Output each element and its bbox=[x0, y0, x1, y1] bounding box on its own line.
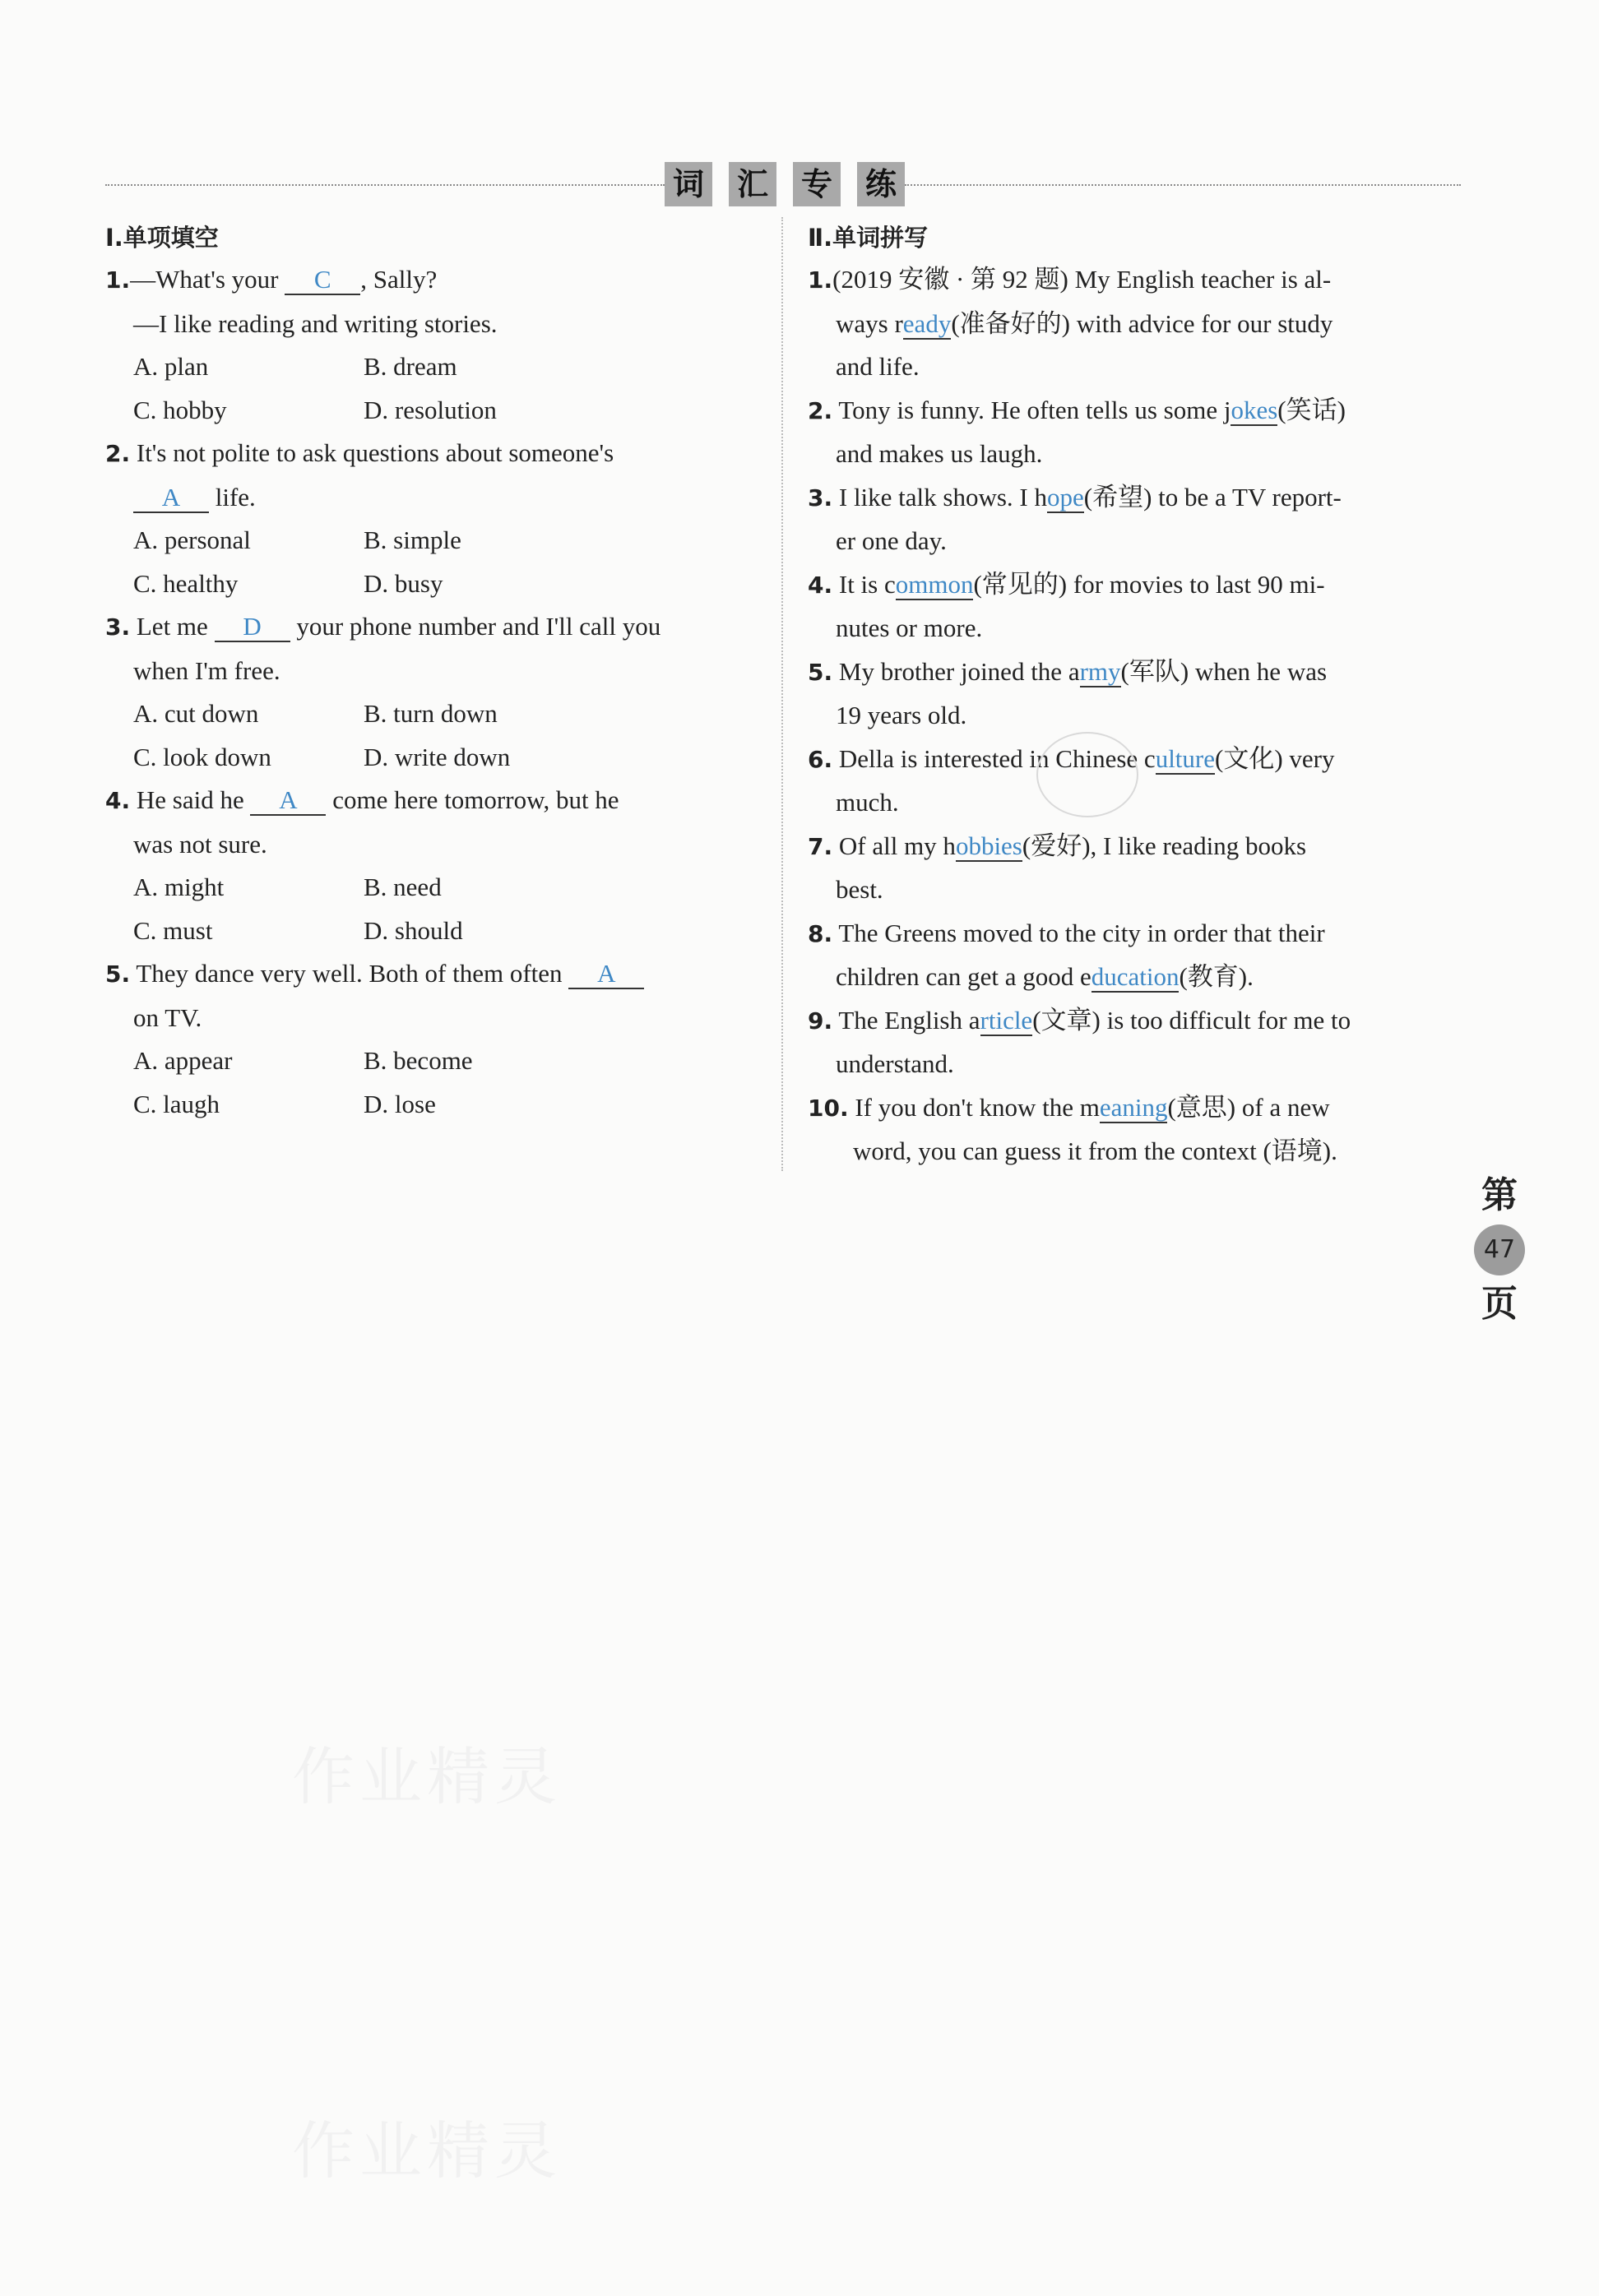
option-b: B. need bbox=[364, 873, 442, 901]
header-char: 词 bbox=[665, 162, 712, 206]
column-divider bbox=[781, 217, 783, 1171]
spelling-5 bbox=[808, 650, 1464, 738]
question-5 bbox=[105, 952, 755, 1126]
question-text: —What's your bbox=[130, 265, 285, 294]
question-number: 7. bbox=[808, 832, 833, 860]
question-number: 1. bbox=[808, 266, 833, 294]
question-number: 9. bbox=[808, 1007, 833, 1035]
filled-word: eaning bbox=[1099, 1092, 1168, 1122]
question-number: 5. bbox=[808, 658, 833, 686]
option-c: C. healthy bbox=[133, 568, 239, 598]
spelling-2 bbox=[808, 389, 1464, 476]
question-2 bbox=[105, 432, 755, 605]
question-number: 2. bbox=[808, 396, 833, 424]
option-a: A. personal bbox=[133, 525, 251, 554]
question-text: nutes or more. bbox=[836, 613, 983, 642]
option-c: C. hobby bbox=[133, 395, 227, 424]
option-a: A. cut down bbox=[133, 699, 259, 728]
stamp-mark bbox=[1036, 732, 1138, 817]
spelling-7 bbox=[808, 825, 1464, 912]
filled-word: obbies bbox=[955, 831, 1022, 860]
question-text: (笑话) bbox=[1277, 395, 1346, 424]
question-1 bbox=[105, 258, 755, 432]
question-text: er one day. bbox=[836, 526, 947, 555]
question-text: Tony is funny. He often tells us some j bbox=[838, 395, 1231, 424]
option-b: B. dream bbox=[364, 352, 457, 381]
question-number: 4. bbox=[808, 571, 833, 599]
filled-word: rmy bbox=[1079, 656, 1121, 686]
spelling-1 bbox=[808, 258, 1464, 389]
question-text: The English a bbox=[838, 1005, 980, 1035]
question-text: word, you can guess it from the context (语境). bbox=[853, 1136, 1337, 1165]
question-text: If you don't know the m bbox=[855, 1092, 1100, 1122]
filled-word: ulture bbox=[1155, 743, 1215, 773]
question-text: children can get a good e bbox=[836, 962, 1091, 991]
question-number: 6. bbox=[808, 745, 833, 773]
question-number: 3. bbox=[808, 484, 833, 512]
question-text: , Sally? bbox=[360, 265, 438, 294]
page-number-tab bbox=[1471, 1172, 1528, 1328]
question-text: Let me bbox=[136, 612, 215, 641]
answer-blank: A bbox=[250, 786, 326, 816]
page-number: 47 bbox=[1474, 1224, 1525, 1275]
header-char: 汇 bbox=[729, 162, 776, 206]
question-number: 5. bbox=[105, 961, 131, 988]
option-d: D. busy bbox=[364, 568, 443, 598]
question-text: (军队) when he was bbox=[1120, 656, 1328, 686]
question-text: your phone number and I'll call you bbox=[290, 612, 661, 641]
option-d: D. resolution bbox=[364, 395, 497, 424]
question-text: was not sure. bbox=[133, 829, 267, 859]
spelling-9 bbox=[808, 999, 1464, 1086]
watermark: 作业精灵 bbox=[292, 2114, 562, 2187]
question-text: Of all my h bbox=[838, 831, 956, 860]
header-char: 专 bbox=[793, 162, 841, 206]
answer-blank: D bbox=[215, 613, 290, 642]
question-4 bbox=[105, 779, 755, 952]
question-text: when I'm free. bbox=[133, 655, 280, 685]
question-text: He said he bbox=[136, 785, 251, 814]
question-3 bbox=[105, 605, 755, 779]
option-b: B. become bbox=[364, 1046, 473, 1075]
option-a: A. might bbox=[133, 873, 225, 901]
filled-word: ommon bbox=[895, 569, 974, 599]
question-text: ways r bbox=[836, 308, 903, 338]
spelling-4 bbox=[808, 563, 1464, 650]
question-text: I like talk shows. I h bbox=[838, 482, 1048, 512]
question-text: much. bbox=[836, 788, 899, 817]
page-suffix: 页 bbox=[1481, 1283, 1518, 1325]
question-text: It's not polite to ask questions about someone's bbox=[136, 438, 614, 467]
question-number: 1. bbox=[105, 266, 131, 294]
filled-word: ope bbox=[1047, 482, 1084, 512]
option-b: B. simple bbox=[364, 525, 461, 554]
option-a: A. appear bbox=[133, 1046, 233, 1075]
option-d: D. should bbox=[364, 915, 463, 945]
spelling-8 bbox=[808, 912, 1464, 999]
question-number: 4. bbox=[105, 787, 131, 814]
part2-title: Ⅱ.单词拼写 bbox=[808, 224, 929, 252]
question-number: 3. bbox=[105, 613, 131, 641]
question-text: Della is interested in Chinese c bbox=[838, 743, 1156, 773]
option-a: A. plan bbox=[133, 352, 209, 381]
option-c: C. laugh bbox=[133, 1089, 220, 1118]
question-text: best. bbox=[836, 875, 883, 904]
question-text: (希望) to be a TV report- bbox=[1083, 482, 1342, 512]
option-b: B. turn down bbox=[364, 699, 498, 728]
watermark: 作业精灵 bbox=[292, 1740, 562, 1813]
question-text: (文化) very bbox=[1215, 743, 1335, 773]
option-d: D. write down bbox=[364, 742, 511, 771]
part2-word-spelling bbox=[808, 217, 1464, 1173]
header-char: 练 bbox=[857, 162, 905, 206]
question-text: (文章) is too difficult for me to bbox=[1032, 1005, 1351, 1035]
option-c: C. look down bbox=[133, 742, 271, 771]
question-text: life. bbox=[209, 482, 256, 512]
question-text: The Greens moved to the city in order that their bbox=[838, 918, 1325, 947]
part1-multiple-choice bbox=[105, 217, 755, 1126]
option-c: C. must bbox=[133, 915, 213, 945]
question-text: (意思) of a new bbox=[1167, 1092, 1330, 1122]
question-text: and makes us laugh. bbox=[836, 439, 1043, 468]
filled-word: ducation bbox=[1091, 962, 1180, 991]
filled-word: eady bbox=[902, 308, 952, 338]
question-text: My brother joined the a bbox=[838, 656, 1080, 686]
header-rule-left bbox=[105, 184, 665, 186]
spelling-10 bbox=[808, 1086, 1464, 1173]
spelling-3 bbox=[808, 476, 1464, 563]
page-prefix: 第 bbox=[1481, 1174, 1518, 1216]
question-text: 19 years old. bbox=[836, 701, 967, 729]
header-rule-right bbox=[905, 184, 1461, 186]
question-text: It is c bbox=[838, 569, 896, 599]
section-header bbox=[665, 162, 905, 206]
question-text: (教育). bbox=[1179, 962, 1254, 991]
filled-word: rticle bbox=[980, 1005, 1033, 1035]
option-d: D. lose bbox=[364, 1089, 436, 1118]
question-text: on TV. bbox=[133, 1002, 202, 1032]
answer-blank: C bbox=[285, 266, 360, 295]
question-text: (2019 安徽 · 第 92 题) My English teacher is al- bbox=[832, 265, 1332, 294]
question-text: (常见的) for movies to last 90 mi- bbox=[973, 569, 1325, 599]
question-text: They dance very well. Both of them often bbox=[136, 959, 569, 988]
question-text: —I like reading and writing stories. bbox=[133, 308, 498, 338]
part1-title: Ⅰ.单项填空 bbox=[105, 224, 219, 252]
answer-blank: A bbox=[568, 960, 644, 989]
question-text: (准备好的) with advice for our study bbox=[951, 308, 1333, 338]
question-text: and life. bbox=[836, 352, 920, 381]
filled-word: okes bbox=[1231, 395, 1278, 424]
question-number: 10. bbox=[808, 1094, 849, 1122]
question-text: come here tomorrow, but he bbox=[326, 785, 619, 814]
question-number: 8. bbox=[808, 919, 833, 947]
answer-blank: A bbox=[133, 484, 209, 513]
question-text: understand. bbox=[836, 1049, 954, 1078]
question-text: (爱好), I like reading books bbox=[1022, 831, 1307, 860]
question-number: 2. bbox=[105, 440, 131, 467]
